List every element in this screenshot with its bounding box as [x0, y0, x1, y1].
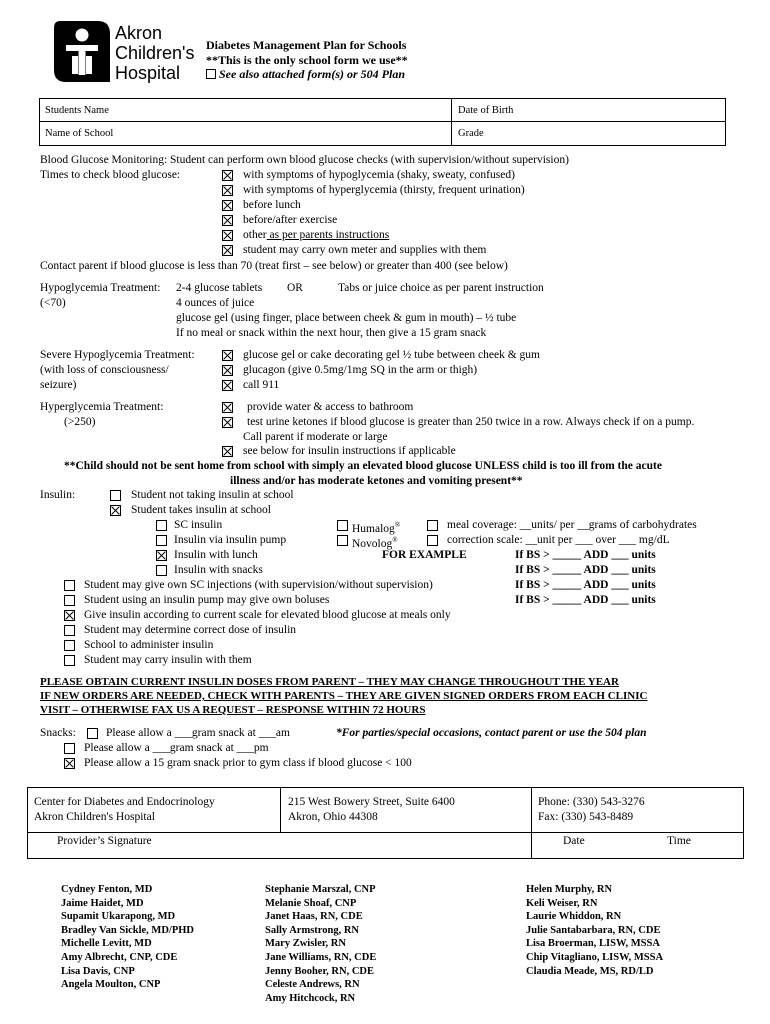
snack-gym: Please allow a 15 gram snack prior to gym class if blood glucose < 100 — [84, 757, 412, 769]
insulin-lunch: Insulin with lunch — [174, 549, 258, 561]
contact-parent-note: Contact parent if blood glucose is less than 70 (treat first – see below) or greater than 400 (see below) — [40, 260, 508, 272]
meal-coverage: meal coverage: __units/ per __grams of carbohydrates — [447, 519, 697, 531]
severe-glucagon-checkbox[interactable] — [222, 365, 233, 376]
hypo-parent-choice: Tabs or juice choice as per parent instruction — [338, 282, 544, 294]
hypo-sub: (<70) — [40, 297, 66, 309]
staff-name: Chip Vitagliano, LISW, MSSA — [526, 951, 664, 963]
own-pump: Student using an insulin pump may give own boluses — [84, 594, 330, 606]
staff-name: Jaime Haidet, MD — [61, 897, 144, 909]
staff-name: Amy Albrecht, CNP, CDE — [61, 951, 178, 963]
severe-glucagon: glucagon (give 0.5mg/1mg SQ in the arm or thigh) — [243, 364, 478, 376]
bg-opt-exercise: before/after exercise — [243, 214, 338, 226]
insulin-sc-checkbox[interactable] — [156, 520, 167, 531]
novolog-label: Novolog® — [352, 536, 398, 550]
dob-field[interactable]: Date of Birth — [458, 105, 514, 116]
insulin-sc: SC insulin — [174, 519, 223, 531]
carry-insulin-label: Student may carry insulin with them — [84, 654, 252, 666]
bg-opt-hypo: with symptoms of hypoglycemia (shaky, sweaty, confused) — [243, 169, 515, 181]
bg-check-hypo-checkbox[interactable] — [222, 170, 233, 181]
severe-911-checkbox[interactable] — [222, 380, 233, 391]
bs-scale-3: If BS > _____ ADD ___ units — [515, 579, 656, 591]
severe-label-2: (with loss of consciousness/ — [40, 364, 169, 376]
staff-name: Amy Hitchcock, RN — [265, 992, 356, 1004]
hyper-insulin-checkbox[interactable] — [222, 446, 233, 457]
humalog-label: Humalog® — [352, 521, 401, 535]
carry-insulin-checkbox[interactable] — [64, 655, 75, 666]
snack-pm-checkbox[interactable] — [64, 743, 75, 754]
child-figure-icon — [52, 20, 112, 84]
insulin-takes: Student takes insulin at school — [131, 504, 271, 516]
hypo-label: Hypoglycemia Treatment: — [40, 282, 161, 294]
snack-gym-checkbox[interactable] — [64, 758, 75, 769]
snack-am-checkbox[interactable] — [87, 728, 98, 739]
staff-name: Bradley Van Sickle, MD/PHD — [61, 924, 195, 936]
notice-line-2: IF NEW ORDERS ARE NEEDED, CHECK WITH PARENTS – THEY ARE GIVEN SIGNED ORDERS FROM EACH CLINIC — [40, 690, 648, 702]
bg-check-hyper-checkbox[interactable] — [222, 185, 233, 196]
bs-scale-1: If BS > _____ ADD ___ units — [515, 549, 656, 561]
staff-name: Michelle Levitt, MD — [61, 938, 152, 950]
hypo-juice: 4 ounces of juice — [176, 297, 255, 309]
staff-name: Supamit Ukarapong, MD — [61, 911, 176, 923]
logo-text-3: Hospital — [115, 63, 181, 83]
insulin-snacks: Insulin with snacks — [174, 564, 263, 576]
bg-opt-other: other as per parents instructions — [243, 229, 390, 241]
insulin-pump: Insulin via insulin pump — [174, 534, 287, 546]
hyper-ketones-checkbox[interactable] — [222, 417, 233, 428]
hypo-gel: glucose gel (using finger, place between cheek & gum in mouth) – ½ tube — [176, 312, 517, 324]
logo-text-1: Akron — [115, 23, 163, 43]
scale-checkbox[interactable] — [64, 610, 75, 621]
send-home-note-2: illness and/or has moderate ketones and vomiting present** — [230, 475, 523, 487]
dose-label: Student may determine correct dose of insulin — [84, 624, 297, 636]
own-sc: Student may give own SC injections (with supervision/without supervision) — [84, 579, 433, 591]
notice-line-3: VISIT – OTHERWISE FAX US A REQUEST – RESPONSE WITHIN 72 HOURS — [40, 704, 426, 716]
hypo-snack: If no meal or snack within the next hour, then give a 15 gram snack — [176, 327, 487, 339]
bs-scale-4: If BS > _____ ADD ___ units — [515, 594, 656, 606]
address-line-1: 215 West Bowery Street, Suite 6400 — [288, 796, 455, 808]
own-pump-checkbox[interactable] — [64, 595, 75, 606]
party-note: *For parties/special occasions, contact parent or use the 504 plan — [336, 727, 647, 739]
insulin-takes-checkbox[interactable] — [110, 505, 121, 516]
phone-number: Phone: (330) 543-3276 — [538, 796, 645, 808]
school-admin-label: School to administer insulin — [84, 639, 214, 651]
page-title: Diabetes Management Plan for Schools — [206, 38, 407, 52]
attached-forms-note — [206, 68, 405, 81]
hypo-tablets: 2-4 glucose tablets — [176, 282, 263, 294]
staff-name: Julie Santabarbara, RN, CDE — [526, 924, 661, 936]
staff-name: Cydney Fenton, MD — [61, 884, 153, 895]
logo-text-2: Children's — [115, 43, 195, 63]
scale-label: Give insulin according to current scale for elevated blood glucose at meals only — [84, 609, 451, 621]
staff-name: Angela Moulton, CNP — [61, 979, 161, 991]
staff-column-2 — [265, 883, 376, 1005]
date-field[interactable]: Date — [563, 835, 585, 847]
students-name-field[interactable]: Students Name — [45, 105, 109, 116]
bg-check-other-checkbox[interactable] — [222, 230, 233, 241]
staff-name: Claudia Meade, MS, RD/LD — [526, 965, 654, 977]
address-line-2: Akron, Ohio 44308 — [288, 811, 378, 823]
bg-check-carry-checkbox[interactable] — [222, 245, 233, 256]
bg-check-exercise-checkbox[interactable] — [222, 215, 233, 226]
snack-pm: Please allow a ___gram snack at ___pm — [84, 742, 269, 754]
insulin-not-taking-checkbox[interactable] — [110, 490, 121, 501]
staff-name: Lisa Broerman, LISW, MSSA — [526, 938, 660, 950]
severe-label-3: seizure) — [40, 379, 77, 391]
insulin-lunch-checkbox[interactable] — [156, 550, 167, 561]
snacks-label: Snacks: — [40, 727, 76, 739]
insulin-pump-checkbox[interactable] — [156, 535, 167, 546]
hyper-see-below: see below for insulin instructions if applicable — [243, 445, 456, 457]
hyper-water-checkbox[interactable] — [222, 402, 233, 413]
severe-label-1: Severe Hypoglycemia Treatment: — [40, 349, 195, 361]
time-field[interactable]: Time — [667, 835, 691, 847]
humalog-checkbox[interactable] — [337, 520, 348, 531]
insulin-not-taking: Student not taking insulin at school — [131, 489, 294, 501]
staff-name: Mary Zwisler, RN — [265, 938, 346, 950]
staff-name: Keli Weiser, RN — [526, 897, 598, 909]
school-admin-checkbox[interactable] — [64, 640, 75, 651]
severe-gel-checkbox[interactable] — [222, 350, 233, 361]
correction-scale: correction scale: __unit per ___ over ___ mg/dL — [447, 534, 670, 546]
hyper-call-parent: Call parent if moderate or large — [243, 431, 388, 443]
correction-scale-checkbox[interactable] — [427, 535, 438, 546]
send-home-note-1: **Child should not be sent home from school with simply an elevated blood glucose UNLESS child is too ill from the acute — [64, 460, 662, 472]
provider-signature-field[interactable]: Provider’s Signature — [57, 835, 152, 847]
staff-name: Janet Haas, RN, CDE — [265, 911, 363, 923]
staff-name: Lisa Davis, CNP — [61, 965, 135, 977]
for-example: FOR EXAMPLE — [382, 549, 467, 561]
bs-scale-2: If BS > _____ ADD ___ units — [515, 564, 656, 576]
novolog-checkbox[interactable] — [337, 535, 348, 546]
staff-name: Celeste Andrews, RN — [265, 979, 360, 991]
severe-911: call 911 — [243, 379, 280, 391]
bg-opt-hyper: with symptoms of hyperglycemia (thirsty, frequent urination) — [243, 184, 525, 196]
student-info-table — [39, 98, 726, 146]
school-name-field[interactable]: Name of School — [45, 128, 114, 139]
staff-name: Melanie Shoaf, CNP — [265, 897, 357, 909]
fax-number: Fax: (330) 543-8489 — [538, 811, 634, 823]
hyper-label: Hyperglycemia Treatment: — [40, 401, 164, 413]
staff-name: Helen Murphy, RN — [526, 884, 613, 895]
severe-gel: glucose gel or cake decorating gel ½ tube between cheek & gum — [243, 349, 540, 361]
staff-name: Jane Williams, RN, CDE — [265, 951, 377, 963]
staff-name: Jenny Booher, RN, CDE — [265, 965, 374, 977]
own-sc-checkbox[interactable] — [64, 580, 75, 591]
dose-checkbox[interactable] — [64, 625, 75, 636]
bg-check-lunch-checkbox[interactable] — [222, 200, 233, 211]
meal-coverage-checkbox[interactable] — [427, 520, 438, 531]
staff-name: Sally Armstrong, RN — [265, 924, 360, 936]
center-name: Center for Diabetes and Endocrinology — [34, 796, 215, 808]
notice-line-1: PLEASE OBTAIN CURRENT INSULIN DOSES FROM PARENT – THEY MAY CHANGE THROUGHOUT THE YEAR — [40, 676, 619, 688]
hyper-sub: (>250) — [64, 416, 96, 428]
hospital-logo — [52, 20, 202, 86]
staff-name: Laurie Whiddon, RN — [526, 911, 622, 923]
attached-checkbox[interactable] — [206, 69, 216, 79]
page-subtitle: **This is the only school form we use** — [206, 53, 408, 67]
snack-am: Please allow a ___gram snack at ___am — [106, 727, 290, 739]
insulin-label: Insulin: — [40, 489, 76, 501]
hyper-water: provide water & access to bathroom — [247, 401, 414, 413]
hyper-ketones: test urine ketones if blood glucose is greater than 250 twice in a row. Always check if on a pump. — [247, 416, 695, 428]
staff-name: Stephanie Marszal, CNP — [265, 884, 376, 895]
grade-field[interactable]: Grade — [458, 128, 484, 139]
bg-monitoring-intro: Blood Glucose Monitoring: Student can perform own blood glucose checks (with supervision/without supervision) — [40, 154, 569, 166]
insulin-snacks-checkbox[interactable] — [156, 565, 167, 576]
bg-opt-carry: student may carry own meter and supplies with them — [243, 244, 487, 256]
attached-label: See also attached form(s) or 504 Plan — [219, 67, 405, 81]
staff-column-1 — [61, 883, 194, 992]
hypo-or: OR — [287, 282, 303, 294]
hospital-name: Akron Children's Hospital — [34, 811, 155, 823]
bg-times-label: Times to check blood glucose: — [40, 169, 181, 181]
staff-column-3 — [526, 883, 663, 978]
bg-opt-lunch: before lunch — [243, 199, 301, 211]
